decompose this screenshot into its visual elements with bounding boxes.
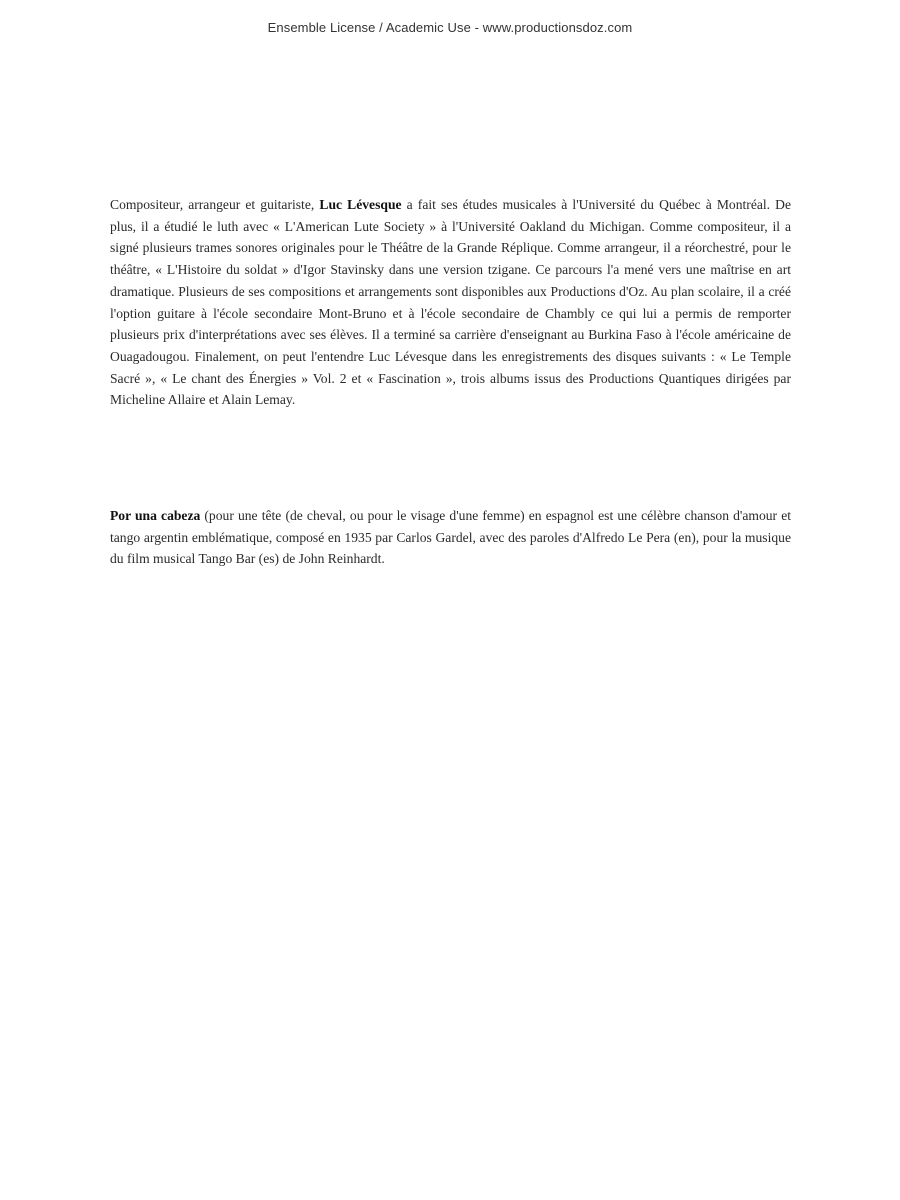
song-title: Por una cabeza [110, 508, 201, 523]
bio-body: a fait ses études musicales à l'Université du Québec à Montréal. De plus, il a étudié le luth avec « L'American Lute Society » à l'Université Oakland du Michigan. Comme compositeur, il a signé plusieurs trames sonores originales pour le Théâtre de la Grande Réplique. Comme arrangeur, il a réorchestré, pour le théâtre, « L'Histoire du soldat » d'Igor Stavinsky dans une version tzigane. Ce parcours l'a mené vers une maîtrise en art dramatique. Plusieurs de ses compositions et arrangements sont disponibles aux Productions d'Oz. Au plan scolaire, il a créé l'option guitare à l'école secondaire Mont-Bruno et à l'école secondaire de Chambly ce qui lui a permis de remporter plusieurs prix d'interprétations avec ses élèves. Il a terminé sa carrière d'enseignant au Burkina Faso à l'école américaine de Ouagadougou. Finalement, on peut l'entendre Luc Lévesque dans les enregistrements des disques suivants : « Le Temple Sacré », « Le chant des Énergies » Vol. 2 et « Fascination », trois albums issus des Productions Quantiques dirigées par Micheline Allaire et Alain Lemay. [110, 197, 792, 408]
composer-name: Luc Lévesque [319, 197, 402, 212]
bio-intro: Compositeur, arrangeur et guitariste, [110, 197, 320, 212]
song-description [110, 505, 791, 570]
composer-biography [110, 194, 791, 411]
song-body: (pour une tête (de cheval, ou pour le visage d'une femme) en espagnol est une célèbre chanson d'amour et tango argentin emblématique, composé en 1935 par Carlos Gardel, avec des paroles d'Alfredo Le Pera (en), pour la musique du film musical Tango Bar (es) de John Reinhardt. [110, 508, 792, 567]
license-header: Ensemble License / Academic Use - www.productionsdoz.com [267, 20, 633, 35]
